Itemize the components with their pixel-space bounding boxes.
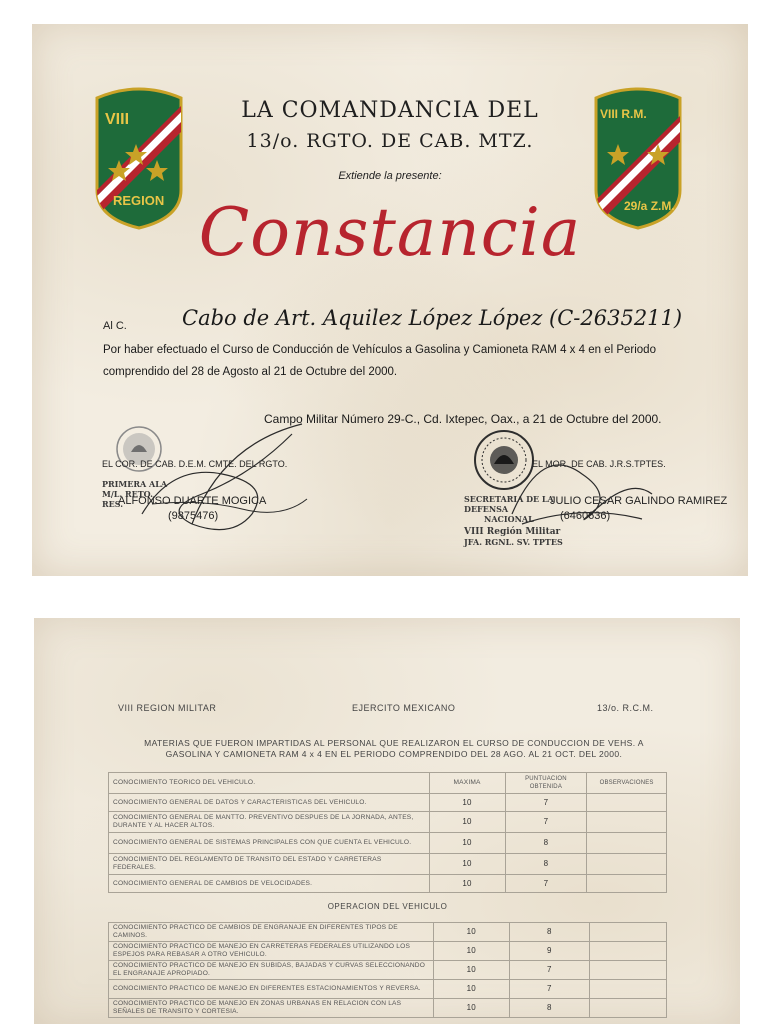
table-row: CONOCIMIENTO PRACTICO DE CAMBIOS DE ENGRANAJE EN DIFERENTES TIPOS DE CAMINOS. 10 8 — [109, 923, 667, 942]
table-row: CONOCIMIENTO GENERAL DE DATOS Y CARACTERISTICAS DEL VEHICULO. 10 7 — [109, 794, 667, 812]
grades-header-left: VIII REGION MILITAR — [118, 703, 217, 713]
signer-right-title: EL MOR. DE CAB. J.R.S.TPTES. — [532, 459, 666, 469]
table-row: CONOCIMIENTO PRACTICO DE MANEJO EN ZONAS URBANAS EN RELACION CON LAS SEÑALES DE TRANSITO Y CORTESIA. 10 8 — [109, 999, 667, 1018]
signer-left-name: ALFONSO DUARTE MOGICA — [118, 495, 267, 507]
heading-line-1: LA COMANDANCIA DEL — [241, 98, 539, 123]
table-header-row — [109, 773, 667, 794]
place-date: Campo Militar Número 29-C., Cd. Ixtepec, Oax., a 21 de Octubre del 2000. — [264, 412, 662, 426]
signer-left-title: EL COR. DE CAB. D.E.M. CMTE. DEL RGTO. — [102, 459, 288, 469]
stamp-right: SECRETARIA DE LA DEFENSA NACIONAL VIII Región Militar JFA. RGNL. SV. TPTES — [464, 494, 563, 547]
stamp-left: PRIMERA ALA M/L. RETO. RES. — [102, 479, 168, 509]
signer-right-id: (6460636) — [560, 510, 611, 522]
observations-header: OBSERVACIONES — [587, 773, 667, 794]
signature-right — [502, 434, 662, 549]
table-row: CONOCIMIENTO PRACTICO DE MANEJO EN DIFERENTES ESTACIONAMIENTOS Y REVERSA. 10 7 — [109, 980, 667, 999]
practice-table — [108, 922, 667, 1018]
table-row: CONOCIMIENTO DEL REGLAMENTO DE TRANSITO DEL ESTADO Y CARRETERAS FEDERALES. 10 8 — [109, 854, 667, 875]
table-row: CONOCIMIENTO PRACTICO DE MANEJO EN CARRETERAS FEDERALES UTILIZANDO LOS ESPEJOS PARA REBASAR A OTRO VEHICULO. 10 9 — [109, 942, 667, 961]
badge-left-top-text: VIII — [105, 111, 130, 128]
grades-header-right: 13/o. R.C.M. — [597, 703, 654, 713]
table-row: CONOCIMIENTO PRACTICO DE MANEJO EN SUBIDAS, BAJADAS Y CURVAS SELECCIONANDO EL ENGRANAJE APROPIADO. 10 7 — [109, 961, 667, 980]
table-row: CONOCIMIENTO GENERAL DE CAMBIOS DE VELOCIDADES. 10 7 — [109, 875, 667, 893]
max-header: MAXIMA — [429, 773, 505, 794]
signature-left — [132, 404, 312, 549]
operation-section-title: OPERACION DEL VEHICULO — [327, 902, 448, 911]
grades-page — [34, 618, 740, 1024]
badge-right-bottom-text: 29/a Z.M. — [624, 199, 675, 213]
grades-intro: MATERIAS QUE FUERON IMPARTIDAS AL PERSONAL QUE REALIZARON EL CURSO DE CONDUCCION DE VEHS. A GASOLINA Y CAMIONETA RAM 4 x 4 EN EL PERIODO COMPRENDIDO DEL 28 AGO. AL 21 OCT. DEL 2000. — [144, 738, 644, 759]
body-text-line-2: comprendido del 28 de Agosto al 21 de Octubre del 2000. — [103, 366, 398, 378]
theory-table — [108, 772, 667, 893]
table-row: CONOCIMIENTO GENERAL DE SISTEMAS PRINCIPALES CON QUE CUENTA EL VEHICULO. 10 8 — [109, 833, 667, 854]
grades-header-center: EJERCITO MEXICANO — [352, 703, 456, 713]
extiende-text: Extiende la presente: — [338, 170, 442, 182]
body-text-line-1: Por haber efectuado el Curso de Conducción de Vehículos a Gasolina y Camioneta RAM 4 x 4 en el Periodo — [103, 344, 656, 356]
heading-line-2: 13/o. RGTO. DE CAB. MTZ. — [246, 130, 534, 152]
table-row: CONOCIMIENTO GENERAL DE MANTTO. PREVENTIVO DESPUES DE LA JORNADA, ANTES, DURANTE Y AL HACER ALTOS. 10 7 — [109, 812, 667, 833]
certificate-page — [32, 24, 748, 576]
badge-left-bottom-text: REGION — [113, 193, 165, 208]
subject-header: CONOCIMIENTO TEORICO DEL VEHICULO. — [109, 773, 430, 794]
al-c-label: Al C. — [103, 320, 127, 332]
recipient-name: Cabo de Art. Aquilez López López (C-2635211) — [182, 306, 683, 330]
signer-left-id: (9875476) — [168, 510, 219, 522]
signer-right-name: JULIO CESAR GALINDO RAMIREZ — [550, 495, 728, 507]
score-header: PUNTUACION OBTENIDA — [505, 773, 587, 794]
badge-right-top-text: VIII R.M. — [600, 107, 647, 121]
certificate-title: Constancia — [198, 194, 582, 271]
